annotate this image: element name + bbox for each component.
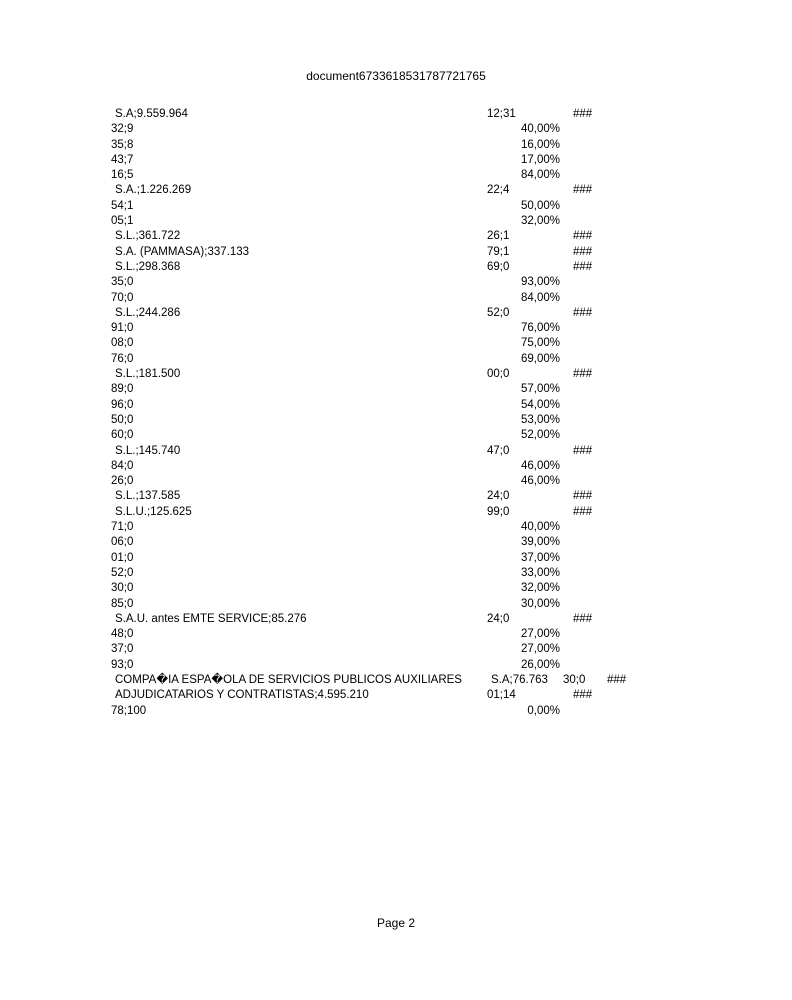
- cell-c4: ###: [573, 490, 593, 503]
- cell-c3: 40,00%: [520, 123, 560, 136]
- cell-c1: 30;0: [111, 582, 134, 595]
- cell-c1: S.L.;145.740: [115, 444, 181, 457]
- cell-c1: 32;9: [111, 123, 134, 136]
- cell-c1: 78;100: [111, 704, 147, 717]
- cell-c1: 08;0: [111, 337, 134, 350]
- cell-c4: ###: [573, 108, 593, 120]
- cell-c3: 84,00%: [520, 169, 560, 182]
- cell-c2: 99;0: [487, 505, 510, 518]
- cell-c4: ###: [573, 245, 593, 258]
- table-row: [0, 260, 792, 275]
- table-row: [0, 413, 792, 428]
- cell-c3: 57,00%: [520, 383, 560, 396]
- cell-c3: 17,00%: [520, 153, 560, 166]
- cell-c1: S.A.U. antes EMTE SERVICE;85.276: [115, 612, 307, 625]
- cell-c4: ###: [573, 444, 593, 457]
- cell-c1: 01;0: [111, 551, 134, 564]
- cell-c3: 39,00%: [520, 536, 560, 549]
- table-row: [0, 199, 792, 214]
- cell-c2: 24;0: [487, 612, 510, 625]
- cell-c3: 33,00%: [520, 566, 560, 579]
- table-row: [0, 612, 792, 627]
- cell-c3: 46,00%: [520, 475, 560, 488]
- cell-c3: 69,00%: [520, 352, 560, 365]
- cell-c1: 70;0: [111, 291, 134, 304]
- cell-c1: 05;1: [111, 215, 134, 228]
- cell-c2b: 30;0: [563, 673, 586, 686]
- table-row: [0, 642, 792, 657]
- cell-c3: 75,00%: [520, 337, 560, 350]
- table-row: [0, 627, 792, 642]
- cell-c3: 32,00%: [520, 582, 560, 595]
- cell-c2: 12;31: [487, 108, 516, 120]
- cell-c1: 84;0: [111, 459, 134, 472]
- cell-c4: ###: [573, 612, 593, 625]
- table-row: [0, 168, 792, 183]
- cell-c4: ###: [573, 505, 593, 518]
- table-row: [0, 306, 792, 321]
- cell-c4: ###: [573, 689, 593, 702]
- cell-c4: ###: [573, 184, 593, 197]
- cell-c3: 54,00%: [520, 398, 560, 411]
- cell-c1: 89;0: [111, 383, 134, 396]
- cell-c3: 30,00%: [520, 597, 560, 610]
- cell-c1: 50;0: [111, 413, 134, 426]
- table-row: [0, 566, 792, 581]
- table-row: [0, 597, 792, 612]
- table-row: [0, 321, 792, 336]
- table-row: [0, 459, 792, 474]
- table-row: [0, 122, 792, 137]
- data-rows: [0, 107, 792, 719]
- table-row: [0, 214, 792, 229]
- cell-c2: 26;1: [487, 230, 510, 243]
- document-title: document6733618531787721765: [306, 69, 486, 83]
- cell-c3: 93,00%: [520, 276, 560, 289]
- cell-c3: 76,00%: [520, 322, 560, 335]
- cell-c1: 35;8: [111, 138, 134, 151]
- cell-c2: 22;4: [487, 184, 510, 197]
- table-row: [0, 153, 792, 168]
- cell-c3: 46,00%: [520, 459, 560, 472]
- cell-c1: 43;7: [111, 153, 134, 166]
- cell-c1: 60;0: [111, 429, 134, 442]
- table-row: [0, 138, 792, 153]
- cell-c1: 85;0: [111, 597, 134, 610]
- cell-c1: 54;1: [111, 199, 134, 212]
- cell-c1: 93;0: [111, 658, 134, 671]
- cell-c1: ADJUDICATARIOS Y CONTRATISTAS;4.595.210: [115, 689, 369, 702]
- cell-c1: COMPA�IA ESPA�OLA DE SERVICIOS PUBLICOS AUXILIARES: [115, 673, 462, 686]
- table-row: [0, 291, 792, 306]
- table-row: [0, 535, 792, 550]
- cell-c1: 16;5: [111, 169, 134, 182]
- cell-c1: 37;0: [111, 643, 134, 656]
- table-row: [0, 658, 792, 673]
- cell-c2: S.A;76.763: [491, 673, 548, 686]
- cell-c1: 06;0: [111, 536, 134, 549]
- cell-c2: 52;0: [487, 306, 510, 319]
- cell-c3: 27,00%: [520, 643, 560, 656]
- table-row: [0, 352, 792, 367]
- cell-c3: 0,00%: [527, 704, 560, 717]
- cell-c4: ###: [573, 230, 593, 243]
- table-row: [0, 474, 792, 489]
- table-row: [0, 581, 792, 596]
- cell-c4: ###: [573, 306, 593, 319]
- table-row: [0, 444, 792, 459]
- cell-c3: 27,00%: [520, 628, 560, 641]
- table-row: [0, 704, 792, 719]
- cell-c3: 52,00%: [520, 429, 560, 442]
- cell-c2: 01;14: [487, 689, 516, 702]
- cell-c1: 96;0: [111, 398, 134, 411]
- table-row: [0, 673, 792, 688]
- cell-c1: S.L.;244.286: [115, 306, 181, 319]
- cell-c2: 00;0: [487, 368, 510, 381]
- table-row: [0, 428, 792, 443]
- table-row: [0, 398, 792, 413]
- cell-c3: 50,00%: [520, 199, 560, 212]
- cell-c1: S.L.;137.585: [115, 490, 181, 503]
- cell-c3: 40,00%: [520, 521, 560, 534]
- cell-c1: 76;0: [111, 352, 134, 365]
- cell-c4: ###: [607, 673, 627, 686]
- cell-c1: 26;0: [111, 475, 134, 488]
- table-row: [0, 367, 792, 382]
- table-row: [0, 551, 792, 566]
- cell-c1: 35;0: [111, 276, 134, 289]
- table-row: [0, 688, 792, 703]
- cell-c2: 47;0: [487, 444, 510, 457]
- cell-c1: S.A.;1.226.269: [115, 184, 192, 197]
- cell-c3: 26,00%: [520, 658, 560, 671]
- cell-c1: S.L.;298.368: [115, 260, 181, 273]
- table-row: [0, 183, 792, 198]
- table-row: [0, 275, 792, 290]
- table-row: [0, 229, 792, 244]
- cell-c1: 48;0: [111, 628, 134, 641]
- cell-c3: 53,00%: [520, 413, 560, 426]
- cell-c3: 32,00%: [520, 215, 560, 228]
- table-row: [0, 382, 792, 397]
- cell-c1: 52;0: [111, 566, 134, 579]
- cell-c1: S.A;9.559.964: [115, 108, 188, 120]
- table-row: [0, 336, 792, 351]
- cell-c2: 24;0: [487, 490, 510, 503]
- table-row: [0, 107, 792, 122]
- table-row: [0, 505, 792, 520]
- cell-c1: S.A. (PAMMASA);337.133: [115, 245, 250, 258]
- cell-c1: 91;0: [111, 322, 134, 335]
- table-row: [0, 489, 792, 504]
- page-number: Page 2: [376, 916, 416, 930]
- cell-c4: ###: [573, 368, 593, 381]
- cell-c1: 71;0: [111, 521, 134, 534]
- cell-c1: S.L.;361.722: [115, 230, 181, 243]
- cell-c4: ###: [573, 260, 593, 273]
- cell-c1: S.L.;181.500: [115, 368, 181, 381]
- cell-c2: 69;0: [487, 260, 510, 273]
- cell-c3: 16,00%: [520, 138, 560, 151]
- table-row: [0, 245, 792, 260]
- cell-c2: 79;1: [487, 245, 510, 258]
- cell-c1: S.L.U.;125.625: [115, 505, 192, 518]
- cell-c3: 37,00%: [520, 551, 560, 564]
- cell-c3: 84,00%: [520, 291, 560, 304]
- table-row: [0, 520, 792, 535]
